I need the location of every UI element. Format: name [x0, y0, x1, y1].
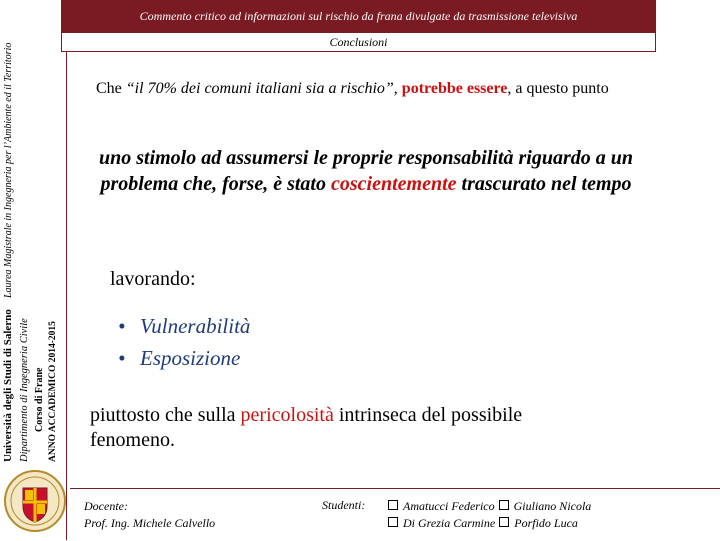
student-name: Giuliano Nicola: [513, 499, 592, 513]
paragraph-intro: [96, 78, 636, 99]
paragraph-conclusion: [90, 403, 550, 453]
university-seal-icon: [4, 468, 66, 534]
student-name: Porfido Luca: [514, 516, 578, 530]
department-name: Dipartimento di Ingegneria Civile: [19, 318, 30, 462]
studenti-label: Studenti:: [322, 498, 366, 512]
list-item: [118, 310, 250, 342]
bullet-list: [118, 310, 250, 374]
header-title: Commento critico ad informazioni sul rischio da frana divulgate da trasmissione televisiva: [139, 8, 578, 23]
intro-mid: ,: [393, 80, 402, 97]
slide-header: [61, 0, 656, 32]
paragraph-lavorando: lavorando:: [110, 268, 196, 290]
intro-quote: “il 70% dei comuni italiani sia a rischio”: [125, 80, 394, 97]
checkbox-icon: [499, 517, 509, 527]
intro-highlight: potrebbe essere: [401, 80, 508, 97]
statement-text: uno stimolo ad assumersi le proprie responsabilità riguardo a un problema che, forse, è stato: [98, 147, 633, 195]
paragraph-statement: [96, 145, 636, 197]
intro-start: Che: [96, 80, 126, 97]
docente-label: Docente:: [84, 499, 128, 513]
bullet-icon: •: [118, 346, 126, 370]
list-item: [118, 342, 250, 374]
section-title-text: Conclusioni: [329, 34, 388, 49]
bullet-text: Vulnerabilità: [140, 314, 251, 338]
academic-year: ANNO ACCADEMICO 2014-2015: [48, 321, 58, 462]
university-name: Università degli Studi di Salerno: [2, 309, 14, 462]
bullet-text: Esposizione: [140, 346, 241, 370]
checkbox-icon: [388, 500, 398, 510]
conclusion-highlight: pericolosità: [240, 404, 334, 426]
conclusion-start: piuttosto che sulla: [90, 404, 241, 426]
conclusion-end: intrinseca del possibile fenomeno.: [90, 404, 523, 451]
bullet-icon: •: [118, 314, 126, 338]
students-list: [388, 498, 591, 532]
statement-end: trascurato nel tempo: [456, 173, 632, 195]
course-name: Corso di Frane: [34, 367, 45, 432]
degree-name: Laurea Magistrale in Ingegneria per l’Ambiente ed il Territorio: [3, 42, 14, 298]
student-name: Amatucci Federico: [403, 499, 495, 513]
section-title: [61, 32, 656, 52]
sidebar: [0, 0, 70, 540]
docente-name: Prof. Ing. Michele Calvello: [84, 516, 216, 530]
docente-block: [84, 498, 215, 532]
checkbox-icon: [388, 517, 398, 527]
checkbox-icon: [499, 500, 509, 510]
sidebar-divider: [66, 0, 67, 540]
intro-end: , a questo punto: [507, 80, 609, 97]
student-name: Di Grezia Carmine: [403, 516, 496, 530]
statement-highlight: coscientemente: [330, 173, 457, 195]
